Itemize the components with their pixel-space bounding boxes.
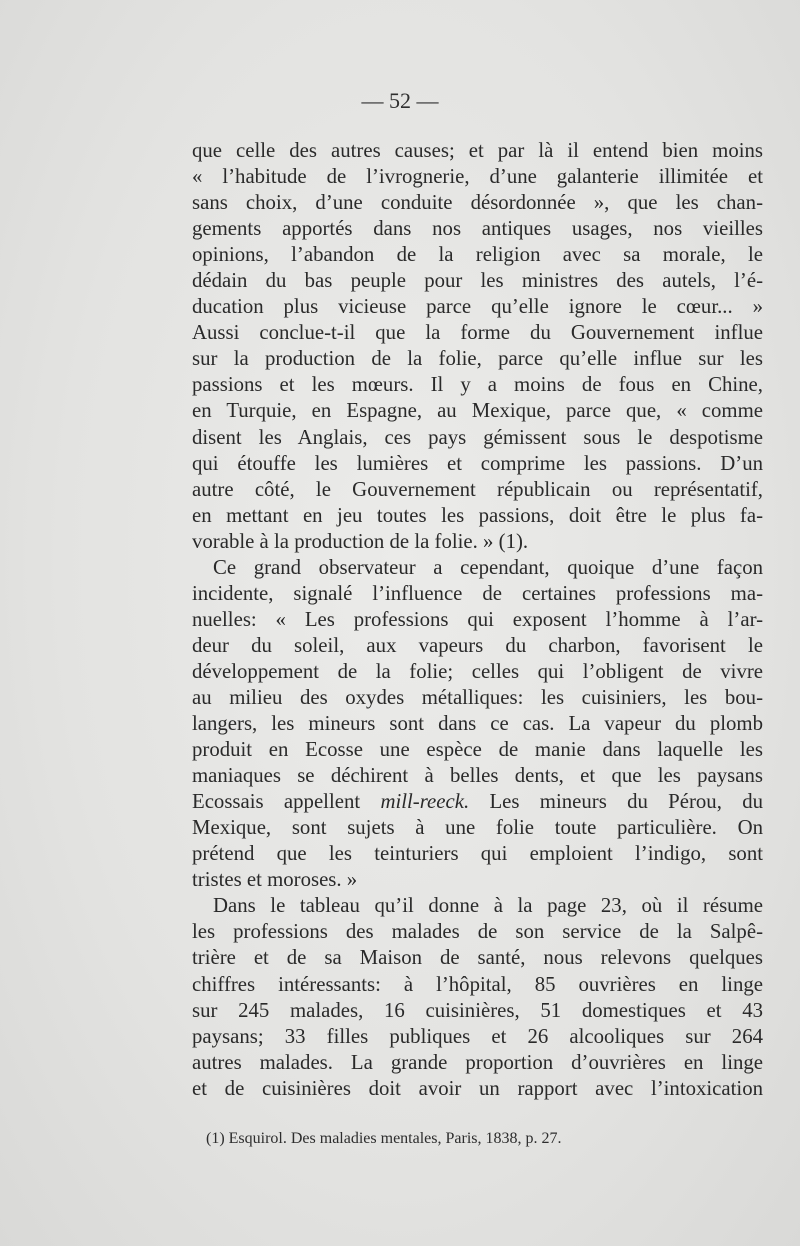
text-line: gements apportés dans nos antiques usages, nos vieilles [192,217,763,241]
text-line: ducation plus vicieuse parce qu’elle ignore le cœur... » [192,295,763,319]
text-line: au milieu des oxydes métalliques: les cuisiniers, les bou- [192,685,763,709]
text-line: passions et les mœurs. Il y a moins de fous en Chine, [192,373,763,397]
text-line: en mettant en jeu toutes les passions, doit être le plus fa- [192,503,763,527]
text-line: tristes et moroses. » [192,868,358,892]
text-line: Dans le tableau qu’il donne à la page 23, où il résume [213,894,763,918]
text-segment: Les mineurs du Pérou, du [469,790,763,814]
text-line: nuelles: « Les professions qui exposent l’homme à l’ar- [192,607,763,631]
text-line: langers, les mineurs sont dans ce cas. La vapeur du plomb [192,712,763,736]
text-line: autres malades. La grande proportion d’ouvrières en linge [192,1050,763,1074]
text-line: les professions des malades de son service de la Salpê- [192,920,763,944]
text-line: que celle des autres causes; et par là il entend bien moins [192,139,763,162]
body-text [192,138,763,1102]
text-line: en Turquie, en Espagne, au Mexique, parce que, « comme [192,399,763,423]
text-line: Aussi conclue-t-il que la forme du Gouvernement influe [192,321,763,345]
text-line: maniaques se déchirent à belles dents, et que les paysans [192,764,763,788]
text-line: chiffres intéressants: à l’hôpital, 85 ouvrières en linge [192,972,763,996]
text-line: incidente, signalé l’influence de certaines professions ma- [192,581,763,605]
text-line: opinions, l’abandon de la religion avec sa morale, le [192,243,763,267]
text-line: développement de la folie; celles qui l’obligent de vivre [192,659,763,683]
text-line: qui étouffe les lumières et comprime les passions. D’un [192,451,763,475]
text-line: Ce grand observateur a cependant, quoique d’une façon [213,555,763,579]
text-line: sans choix, d’une conduite désordonnée », que les chan- [192,191,763,215]
text-segment: Ecossais appellent [192,790,381,814]
footnote: (1) Esquirol. Des maladies mentales, Paris, 1838, p. 27. [206,1130,562,1147]
text-line: disent les Anglais, ces pays gémissent sous le despotisme [192,425,763,449]
text-line-with-italic [192,789,763,815]
text-line: deur du soleil, aux vapeurs du charbon, favorisent le [192,633,763,657]
text-line: « l’habitude de l’ivrognerie, d’une galanterie illimitée et [192,165,763,189]
text-line: paysans; 33 filles publiques et 26 alcooliques sur 264 [192,1024,763,1048]
text-line: dédain du bas peuple pour les ministres des autels, l’é- [192,269,763,293]
text-line: prétend que les teinturiers qui emploient l’indigo, sont [192,842,763,866]
text-line: Mexique, sont sujets à une folie toute particulière. On [192,816,763,840]
text-line: sur la production de la folie, parce qu’elle influe sur les [192,347,763,371]
text-line: et de cuisinières doit avoir un rapport avec l’intoxication [192,1076,763,1100]
text-line: sur 245 malades, 16 cuisinières, 51 domestiques et 43 [192,998,763,1022]
italic-term: mill-reeck. [380,790,470,814]
text-line: vorable à la production de la folie. » (1). [192,529,529,553]
text-line: autre côté, le Gouvernement républicain ou représentatif, [192,477,763,501]
text-line: produit en Ecosse une espèce de manie dans laquelle les [192,738,763,762]
text-line: trière et de sa Maison de santé, nous relevons quelques [192,946,763,970]
page-number: — 52 — [361,88,439,113]
